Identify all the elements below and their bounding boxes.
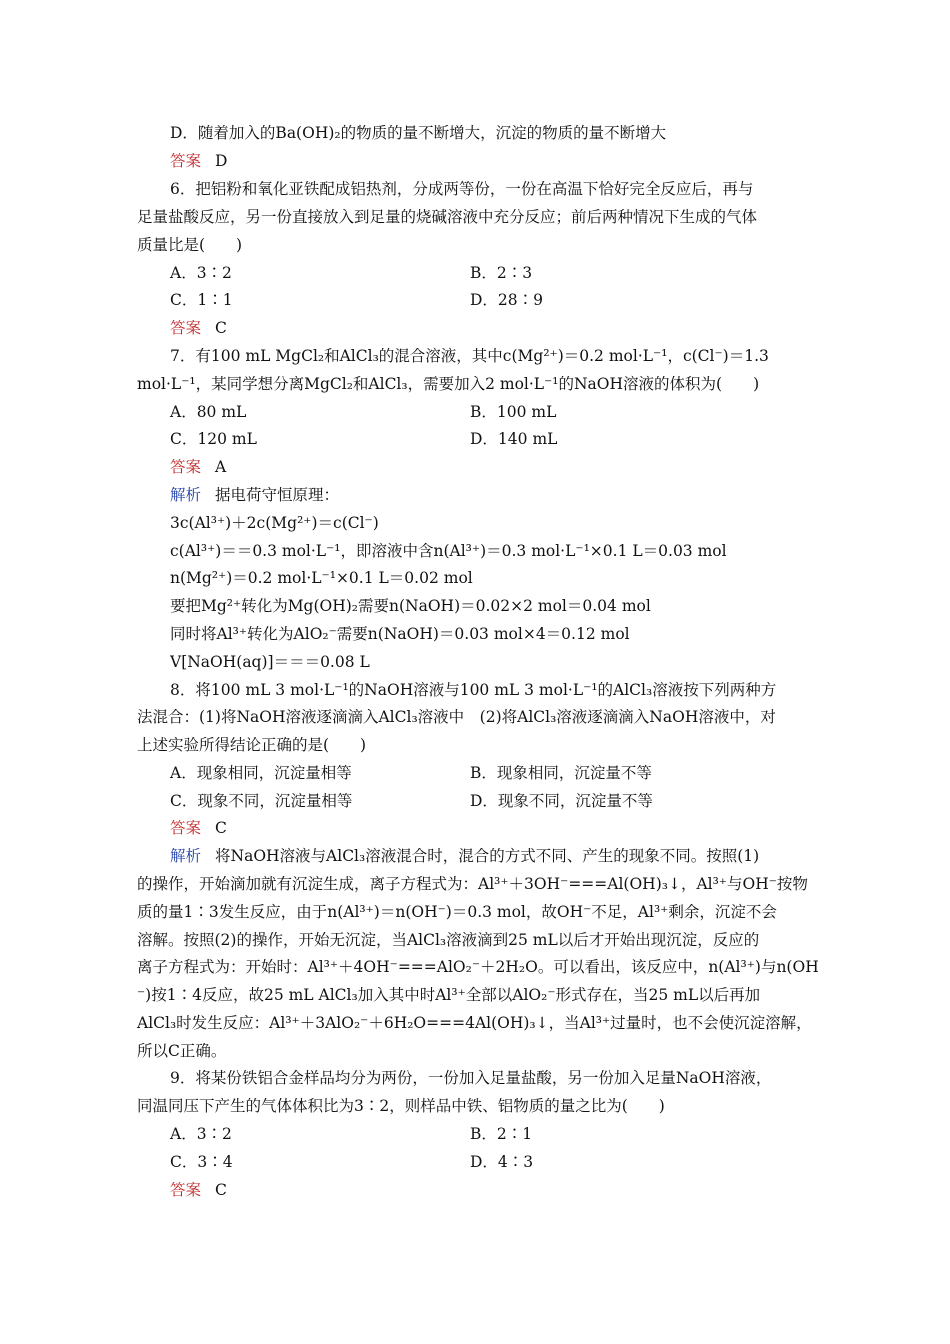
q7-analysis-row <box>170 485 339 505</box>
q7-analysis-line-2: 3c(Al³⁺)＋2c(Mg²⁺)＝c(Cl⁻) <box>170 514 379 532</box>
q8-analysis-line-6: ⁻)按1∶4反应，故25 mL AlCl₃加入其中时Al³⁺全部以AlO₂⁻形式存在，当25 mL以后再加 <box>137 986 761 1004</box>
q7-analysis-line-4: n(Mg²⁺)＝0.2 mol·L⁻¹×0.1 L＝0.02 mol <box>170 569 473 587</box>
q6-option-d: D．28∶9 <box>470 291 544 309</box>
q8-option-b: B．现象相同，沉淀量不等 <box>470 764 652 782</box>
q7-stem-line-2: mol·L⁻¹，某同学想分离MgCl₂和AlCl₃，需要加入2 mol·L⁻¹的NaOH溶液的体积为( ) <box>137 375 760 393</box>
q7-stem-line-1: 7．有100 mL MgCl₂和AlCl₃的混合溶液，其中c(Mg²⁺)＝0.2 mol·L⁻¹，c(Cl⁻)＝1.3 <box>170 347 769 365</box>
q8-analysis-row <box>170 846 759 866</box>
q8-answer: C <box>215 819 227 837</box>
q8-option-c: C．现象不同，沉淀量相等 <box>170 792 353 810</box>
q9-answer: C <box>215 1181 227 1199</box>
q9-stem-line-2: 同温同压下产生的气体体积比为3∶2，则样品中铁、铝物质的量之比为( ) <box>137 1097 665 1115</box>
q6-option-c: C．1∶1 <box>170 291 233 309</box>
q5-option-d: D．随着加入的Ba(OH)₂的物质的量不断增大，沉淀的物质的量不断增大 <box>170 124 667 142</box>
q6-option-a: A．3∶2 <box>170 264 232 282</box>
q9-option-a: A．3∶2 <box>170 1125 232 1143</box>
q9-option-b: B．2∶1 <box>470 1125 533 1143</box>
q8-analysis-line-4: 溶解。按照(2)的操作，开始无沉淀，当AlCl₃溶液滴到25 mL以后才开始出现沉淀，反应的 <box>137 931 760 949</box>
q9-option-d: D．4∶3 <box>470 1153 534 1171</box>
q6-option-b: B．2∶3 <box>470 264 533 282</box>
q9-option-c: C．3∶4 <box>170 1153 233 1171</box>
q7-answer: A <box>215 458 227 476</box>
q7-option-c: C．120 mL <box>170 430 257 448</box>
q7-analysis-line-5: 要把Mg²⁺转化为Mg(OH)₂需要n(NaOH)＝0.02×2 mol＝0.04 mol <box>170 597 651 615</box>
q5-answer-row <box>170 151 227 171</box>
q7-option-d: D．140 mL <box>470 430 558 448</box>
q8-analysis-line-7: AlCl₃时发生反应：Al³⁺＋3AlO₂⁻＋6H₂O===4Al(OH)₃↓，当Al³⁺过量时，也不会使沉淀溶解， <box>137 1014 812 1032</box>
q8-option-d: D．现象不同，沉淀量不等 <box>470 792 653 810</box>
q8-analysis-line-2: 的操作，开始滴加就有沉淀生成，离子方程式为：Al³⁺＋3OH⁻===Al(OH)₃↓，Al³⁺与OH⁻按物 <box>137 875 808 893</box>
q8-stem-line-1: 8．将100 mL 3 mol·L⁻¹的NaOH溶液与100 mL 3 mol·L⁻¹的AlCl₃溶液按下列两种方 <box>170 681 777 699</box>
q9-stem-line-1: 9．将某份铁铝合金样品均分为两份，一份加入足量盐酸，另一份加入足量NaOH溶液， <box>170 1069 772 1087</box>
q6-answer-row <box>170 318 227 338</box>
q6-stem-line-2: 足量盐酸反应，另一份直接放入到足量的烧碱溶液中充分反应；前后两种情况下生成的气体 <box>137 208 758 226</box>
q7-answer-row <box>170 457 226 477</box>
analysis-label: 解析 <box>170 847 202 865</box>
q8-option-a: A．现象相同，沉淀量相等 <box>170 764 352 782</box>
q6-stem-line-3: 质量比是( ) <box>137 236 243 254</box>
q8-stem-line-3: 上述实验所得结论正确的是( ) <box>137 736 367 754</box>
analysis-label: 解析 <box>170 486 202 504</box>
q8-analysis-line-5: 离子方程式为：开始时：Al³⁺＋4OH⁻===AlO₂⁻＋2H₂O。可以看出，该反应中，n(Al³⁺)与n(OH <box>137 958 819 976</box>
q9-answer-row <box>170 1180 227 1200</box>
answer-label: 答案 <box>170 152 202 170</box>
q8-analysis-line-3: 质的量1∶3发生反应，由于n(Al³⁺)＝n(OH⁻)＝0.3 mol，故OH⁻不足，Al³⁺剩余，沉淀不会 <box>137 903 777 921</box>
answer-label: 答案 <box>170 458 202 476</box>
q6-stem-line-1: 6．把铝粉和氧化亚铁配成铝热剂，分成两等份，一份在高温下恰好完全反应后，再与 <box>170 180 754 198</box>
answer-label: 答案 <box>170 1181 202 1199</box>
q6-answer: C <box>215 319 227 337</box>
answer-label: 答案 <box>170 819 202 837</box>
q5-answer: D <box>215 152 228 170</box>
q7-analysis-line-7: V[NaOH(aq)]＝＝＝0.08 L <box>170 653 370 671</box>
q8-answer-row <box>170 818 227 838</box>
answer-label: 答案 <box>170 319 202 337</box>
q8-analysis-line-1: 将NaOH溶液与AlCl₃溶液混合时，混合的方式不同、产生的现象不同。按照(1) <box>215 847 760 865</box>
q7-analysis-line-6: 同时将Al³⁺转化为AlO₂⁻需要n(NaOH)＝0.03 mol×4＝0.12 mol <box>170 625 630 643</box>
q8-analysis-line-8: 所以C正确。 <box>137 1042 227 1060</box>
q7-option-a: A．80 mL <box>170 403 247 421</box>
q7-option-b: B．100 mL <box>470 403 557 421</box>
q8-stem-line-2: 法混合：(1)将NaOH溶液逐滴滴入AlCl₃溶液中 (2)将AlCl₃溶液逐滴滴入NaOH溶液中，对 <box>137 708 776 726</box>
q7-analysis-line-3: c(Al³⁺)＝＝0.3 mol·L⁻¹，即溶液中含n(Al³⁺)＝0.3 mol·L⁻¹×0.1 L＝0.03 mol <box>170 542 727 560</box>
q7-analysis-line-1: 据电荷守恒原理： <box>215 486 340 504</box>
